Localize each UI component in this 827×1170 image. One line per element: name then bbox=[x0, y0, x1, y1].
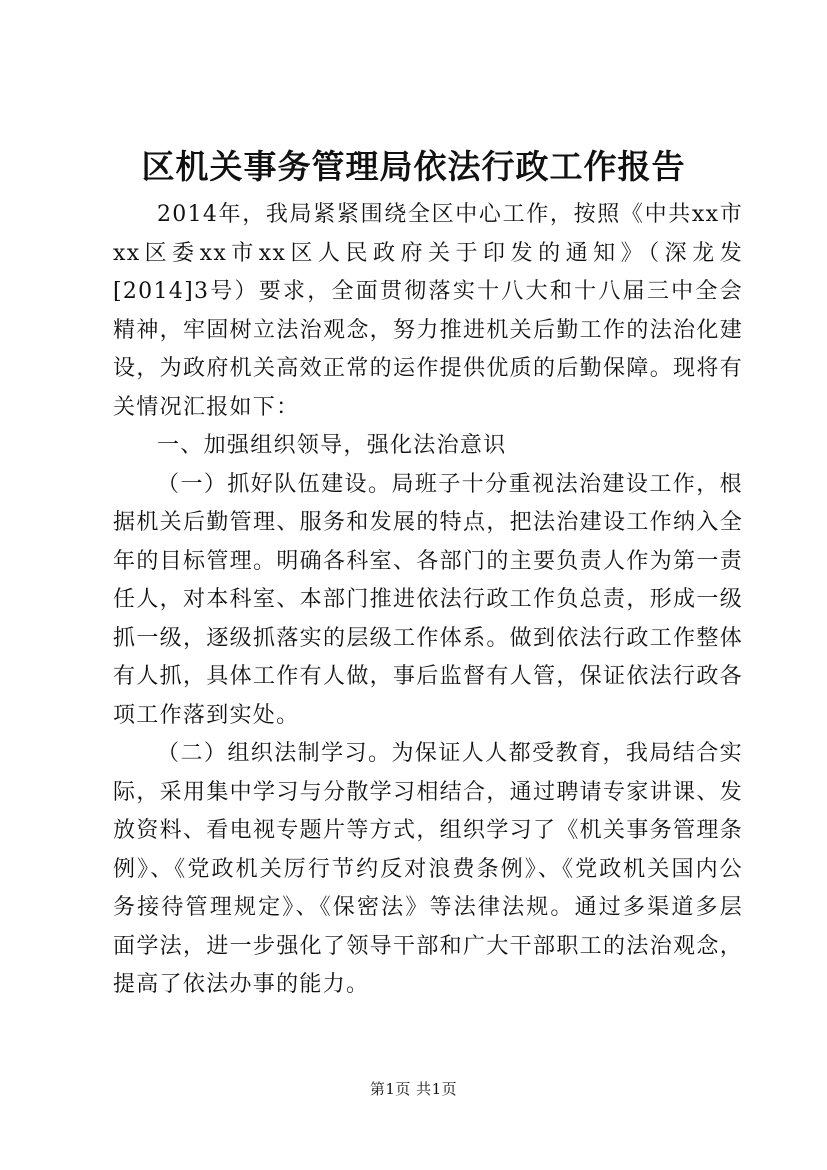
page-footer: 第1页 共1页 bbox=[369, 1080, 458, 1098]
intro-paragraph: 2014年，我局紧紧围绕全区中心工作，按照《中共xx市xx区委xx市xx区人民政府关于印发的通知》（深龙发[2014]3号）要求，全面贯彻落实十八大和十八届三中全会精神，牢固树立法治观念，努力推进机关后勤工作的法治化建设，为政府机关高效正常的运作提供优质的后勤保障。现将有关情况汇报如下： bbox=[113, 202, 743, 420]
team-building-paragraph: （一）抓好队伍建设。局班子十分重视法治建设工作，根据机关后勤管理、服务和发展的特点，把法治建设工作纳入全年的目标管理。明确各科室、各部门的主要负责人作为第一责任人，对本科室、本部门推进依法行政工作负总责，形成一级抓一级，逐级抓落实的层级工作体系。做到依法行政工作整体有人抓，具体工作有人做，事后监督有人管，保证依法行政各项工作落到实处。 bbox=[113, 471, 743, 728]
document-body bbox=[113, 196, 743, 1005]
document-title: 区机关事务管理局依法行政工作报告 bbox=[141, 147, 686, 186]
section-heading: 一、加强组织领导，强化法治意识 bbox=[157, 433, 507, 458]
legal-study-paragraph: （二）组织法制学习。为保证人人都受教育，我局结合实际，采用集中学习与分散学习相结合，通过聘请专家讲课、发放资料、看电视专题片等方式，组织学习了《机关事务管理条例》、《党政机关厉行节约反对浪费条例》、《党政机关国内公务接待管理规定》、《保密法》等法律法规。通过多渠道多层面学法，进一步强化了领导干部和广大干部职工的法治观念，提高了依法办事的能力。 bbox=[113, 741, 743, 997]
